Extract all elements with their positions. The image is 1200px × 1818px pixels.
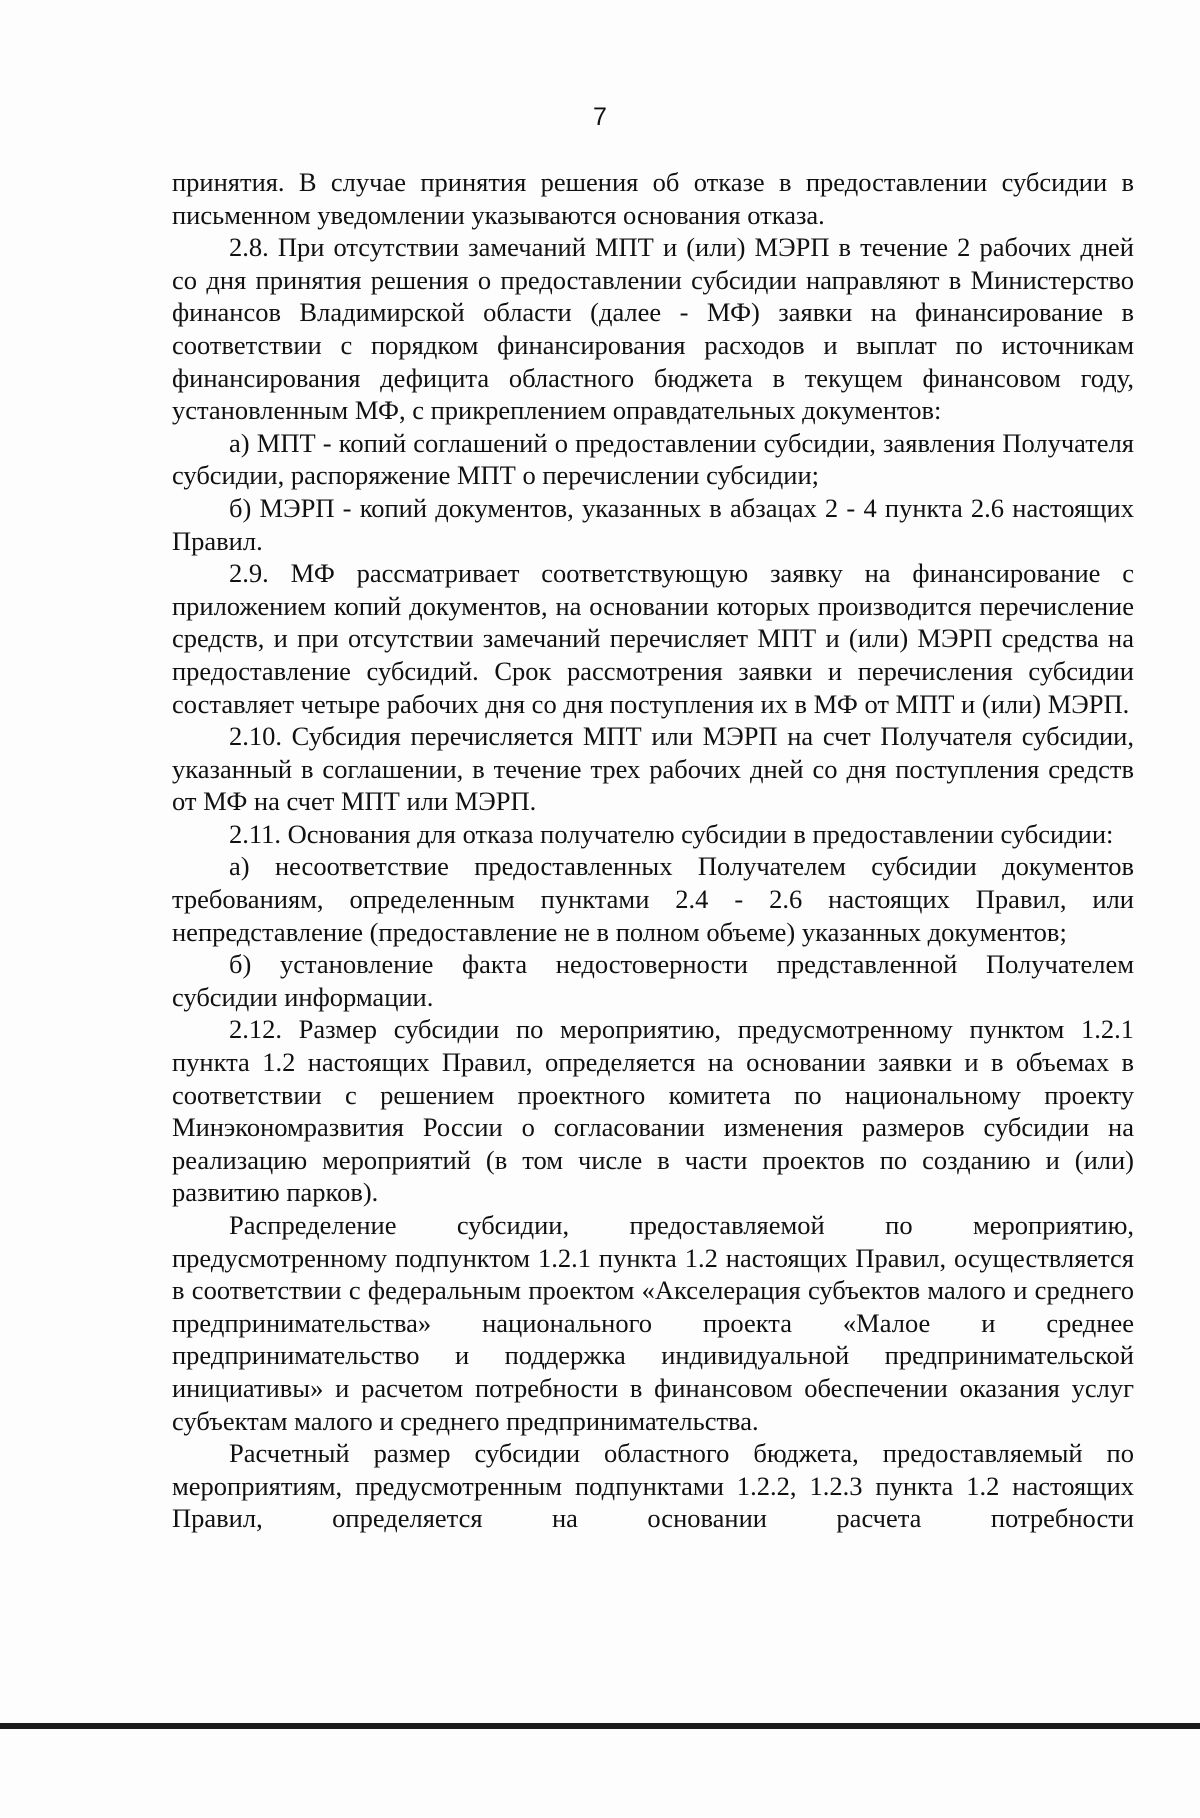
paragraph-2-11-a: а) несоответствие предоставленных Получателем субсидии документов требованиям, определенным пунктами 2.4 - 2.6 настоящих Правил, или непредставление (предоставление не в полном объеме) указанных документов;	[172, 851, 1134, 947]
paragraph-distribution: Распределение субсидии, предоставляемой по мероприятию, предусмотренному подпунктом 1.2.1 пункта 1.2 настоящих Правил, осуществляется в соответствии с федеральным проектом «Акселерация субъектов малого и среднего предпринимательства» национального проекта «Малое и среднее предпринимательство и поддержка индивидуальной предпринимательской инициативы» и расчетом потребности в финансовом обеспечении оказания услуг субъектам малого и среднего предпринимательства.	[172, 1210, 1134, 1436]
bottom-rule	[0, 1723, 1200, 1729]
paragraph-2-11: 2.11. Основания для отказа получателю субсидии в предоставлении субсидии:	[229, 818, 1114, 849]
paragraph-2-8-a: а) МПТ - копий соглашений о предоставлении субсидии, заявления Получателя субсидии, распоряжение МПТ о перечислении субсидии;	[172, 427, 1134, 491]
paragraph-2-11-b: б) установление факта недостоверности представленной Получателем субсидии информации.	[172, 949, 1134, 1012]
paragraph-continuation: принятия. В случае принятия решения об отказе в предоставлении субсидии в письменном уведомлении указываются основания отказа.	[172, 167, 1134, 230]
paragraph-calculated-size: Расчетный размер субсидии областного бюджета, предоставляемый по мероприятиям, предусмотренным подпунктами 1.2.2, 1.2.3 пункта 1.2 настоящих Правил, определяется на основании расчета потребности	[172, 1438, 1134, 1534]
page-number: 7	[593, 103, 607, 131]
paragraph-2-8-b: б) МЭРП - копий документов, указанных в абзацах 2 - 4 пункта 2.6 настоящих Правил.	[172, 492, 1134, 556]
paragraph-2-8: 2.8. При отсутствии замечаний МПТ и (или) МЭРП в течение 2 рабочих дней со дня принятия решения о предоставлении субсидии направляют в Министерство финансов Владимирской области (далее - МФ) заявки на финансирование в соответствии с порядком финансирования расходов и выплат по источникам финансирования дефицита областного бюджета в текущем финансовом году, установленным МФ, с прикреплением оправдательных документов:	[172, 232, 1134, 426]
paragraph-2-10: 2.10. Субсидия перечисляется МПТ или МЭРП на счет Получателя субсидии, указанный в соглашении, в течение трех рабочих дней со дня поступления средств от МФ на счет МПТ или МЭРП.	[172, 721, 1134, 817]
document-body	[172, 166, 1134, 1535]
paragraph-2-9: 2.9. МФ рассматривает соответствующую заявку на финансирование с приложением копий документов, на основании которых производится перечисление средств, и при отсутствии замечаний перечисляет МПТ и (или) МЭРП средства на предоставление субсидий. Срок рассмотрения заявки и перечисления субсидии составляет четыре рабочих дня со дня поступления их в МФ от МПТ и (или) МЭРП.	[172, 558, 1134, 719]
paragraph-2-12: 2.12. Размер субсидии по мероприятию, предусмотренному пунктом 1.2.1 пункта 1.2 настоящих Правил, определяется на основании заявки и в объемах в соответствии с решением проектного комитета по национальному проекту Минэкономразвития России о согласовании изменения размеров субсидии на реализацию мероприятий (в том числе в части проектов по созданию и (или) развитию парков).	[172, 1014, 1134, 1208]
